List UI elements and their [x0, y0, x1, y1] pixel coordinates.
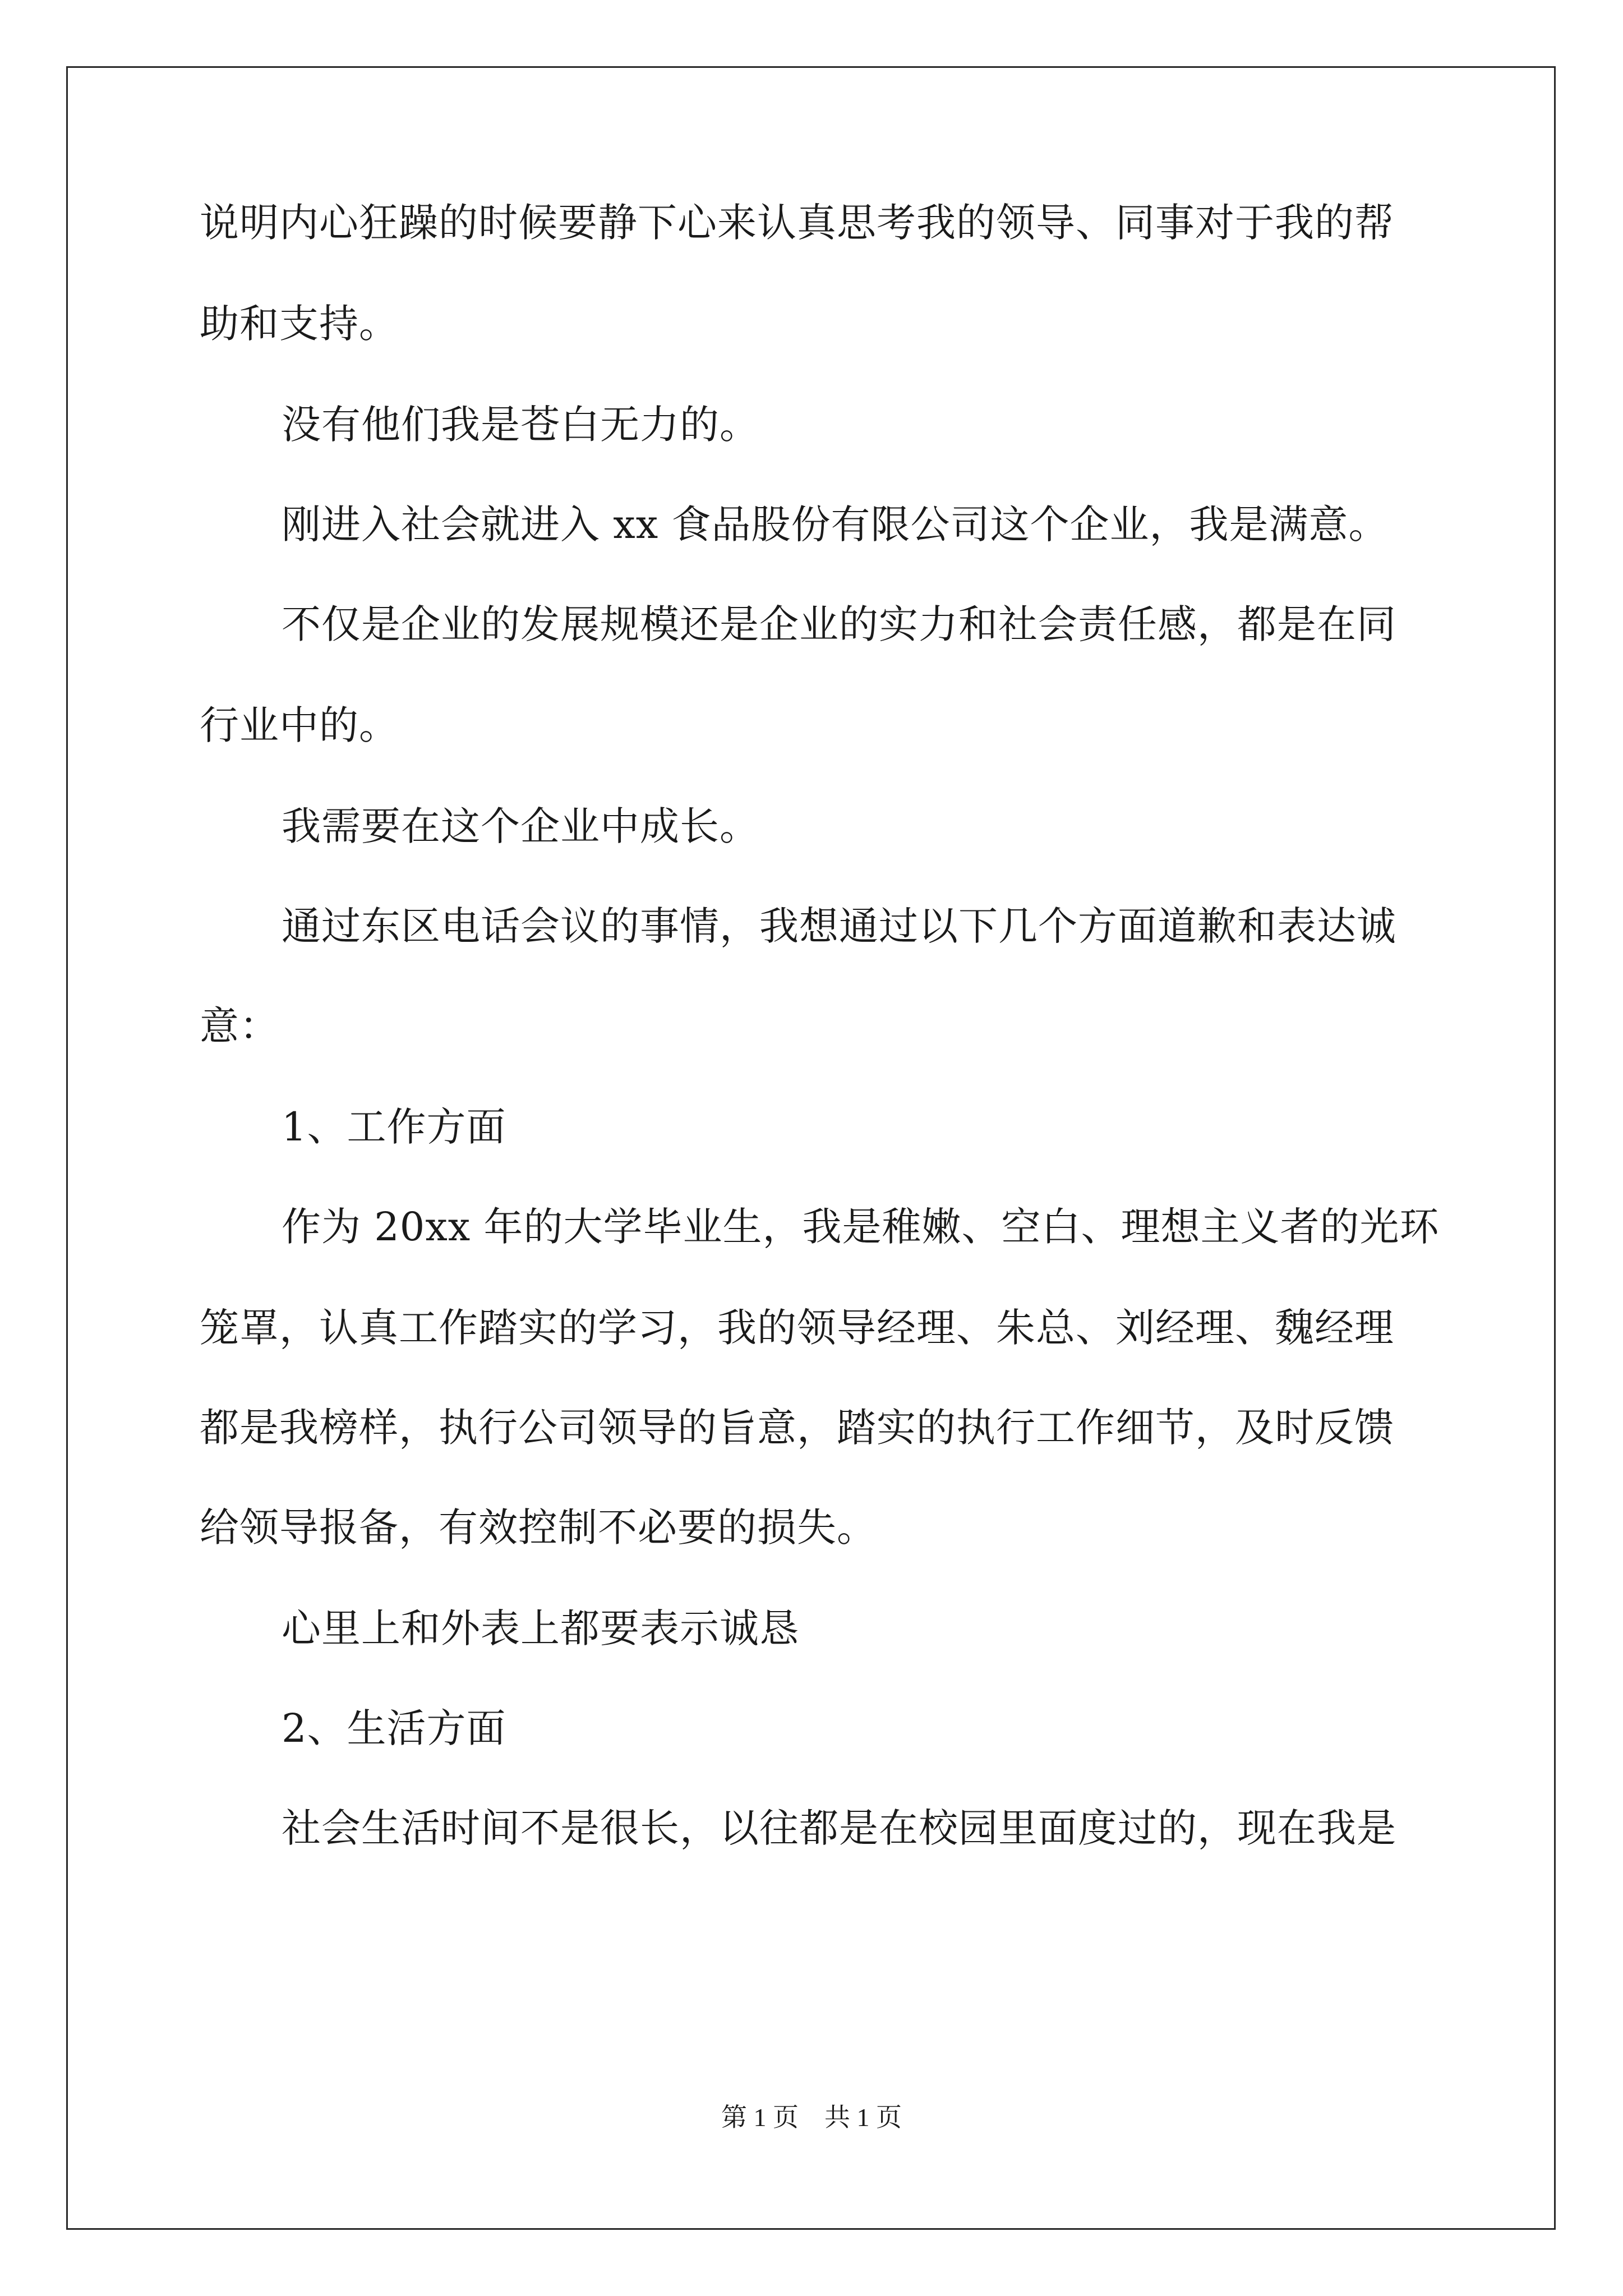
paragraph-line: 作为 20xx 年的大学毕业生，我是稚嫩、空白、理想主义者的光环 [282, 1204, 1440, 1250]
page-footer [0, 2097, 1623, 2134]
paragraph-line: 我需要在这个企业中成长。 [282, 803, 759, 849]
paragraph-line: 给领导报备，有效控制不必要的损失。 [200, 1504, 877, 1550]
paragraph-line: 意： [200, 1003, 279, 1049]
paragraph-line: 社会生活时间不是很长，以往都是在校园里面度过的，现在我是 [282, 1805, 1396, 1851]
paragraph-line: 笼罩，认真工作踏实的学习，我的领导经理、朱总、刘经理、魏经理 [200, 1305, 1394, 1351]
section-heading: 2、生活方面 [282, 1705, 506, 1751]
paragraph-line: 通过东区电话会议的事情，我想通过以下几个方面道歉和表达诚 [282, 903, 1396, 949]
paragraph-line: 不仅是企业的发展规模还是企业的实力和社会责任感，都是在同 [282, 601, 1396, 647]
section-heading: 1、工作方面 [282, 1104, 506, 1150]
paragraph-line: 心里上和外表上都要表示诚恳 [282, 1605, 799, 1651]
paragraph-line: 都是我榜样，执行公司领导的旨意，踏实的执行工作细节，及时反馈 [200, 1405, 1394, 1451]
page-number: 第 1 页 共 1 页 [721, 2103, 902, 2132]
paragraph-line: 行业中的。 [200, 702, 399, 748]
paragraph-line: 说明内心狂躁的时候要静下心来认真思考我的领导、同事对于我的帮 [200, 200, 1394, 246]
paragraph-line: 助和支持。 [200, 301, 399, 347]
paragraph-line: 刚进入社会就进入 xx 食品股份有限公司这个企业，我是满意。 [282, 501, 1389, 547]
paragraph-line: 没有他们我是苍白无力的。 [282, 402, 759, 448]
